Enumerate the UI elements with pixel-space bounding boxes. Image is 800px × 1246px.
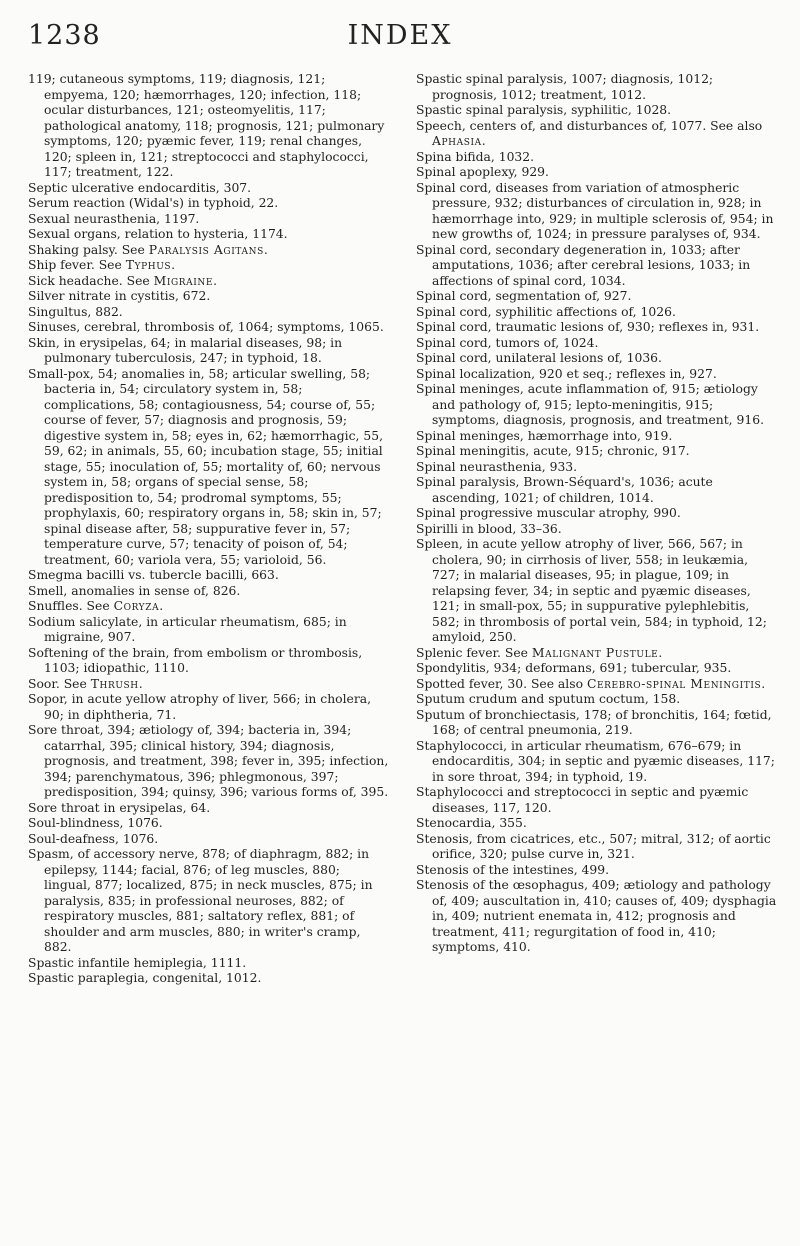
entry-text: Spinal cord, unilateral lesions of, 1036. [416,351,662,365]
entry-text: Ship fever. See [28,258,126,272]
entry-text: Sopor, in acute yellow atrophy of liver, 566; in cholera, 90; in diphtheria, 71. [28,692,372,722]
index-entry [28,723,390,801]
index-entry [28,692,390,723]
entry-text: Sodium salicylate, in articular rheumatism, 685; in migraine, 907. [28,614,347,644]
entry-text: Splenic fever. See [416,645,532,660]
index-entry [28,336,390,367]
entry-text: 119; cutaneous symptoms, 119; diagnosis, 121; empyema, 120; hæmorrhages, 120; infection, 118; ocular disturbances, 121; osteomyelitis, 117; pathological anatomy, 118; prognosis, 121; pulmonary symptoms, 120; pyæmic fever, 119; renal changes, 120; spleen in, 121; streptococci and staphylococci, 117; treatment, 122. [28,72,385,179]
index-entry [28,305,390,321]
entry-text: . [481,134,486,148]
entry-text: . [761,676,766,691]
left-column [28,72,390,987]
index-entry [416,863,778,879]
index-entry [28,816,390,832]
entry-text: Spinal cord, segmentation of, 927. [416,289,632,303]
index-entry [416,72,778,103]
index-entry [28,677,390,693]
entry-text: Smegma bacilli vs. tubercle bacilli, 663. [28,568,279,582]
entry-text: Sick headache. See [28,273,154,288]
index-entry [416,739,778,786]
index-entry [416,692,778,708]
index-entry [416,444,778,460]
entry-text: Speech, centers of, and disturbances of, 1077. See also [416,118,763,133]
entry-text: Spinal meningitis, acute, 915; chronic, 917. [416,444,690,458]
entry-text: . [213,273,218,288]
index-entry [416,460,778,476]
index-entry [28,599,390,615]
index-entry [416,785,778,816]
index-entry [28,274,390,290]
index-entry [28,646,390,677]
index-entry [28,584,390,600]
entry-text: Serum reaction (Widal's) in typhoid, 22. [28,196,279,210]
entry-text: Spleen, in acute yellow atrophy of liver, 566, 567; in cholera, 90; in cirrhosis of liver, 558; in leukæmia, 727; in malarial diseases, 95; in plague, 109; in relapsing fever, 34; in septic and pyæmic diseases, 121; in small-pox, 55; in suppurative pylephlebitis, 582; in thrombosis of portal vein, 584; in typhoid, 12; amyloid, 250. [416,537,767,644]
index-entry [416,708,778,739]
entry-text: Spondylitis, 934; deformans, 691; tubercular, 935. [416,661,732,675]
entry-text: Spastic spinal paralysis, 1007; diagnosis, 1012; prognosis, 1012; treatment, 1012. [416,72,714,102]
entry-text: Sinuses, cerebral, thrombosis of, 1064; symptoms, 1065. [28,320,384,334]
index-entry [416,150,778,166]
entry-text: Skin, in erysipelas, 64; in malarial diseases, 98; in pulmonary tuberculosis, 247; in typhoid, 18. [28,335,343,365]
index-entry [28,832,390,848]
entry-text: Spastic spinal paralysis, syphilitic, 1028. [416,103,672,117]
entry-text: Spinal meninges, acute inflammation of, 915; ætiology and pathology of, 915; lepto-meningitis, 915; symptoms, diagnosis, prognosis, and treatment, 916. [416,382,765,427]
index-entry [416,367,778,383]
index-entry [28,971,390,987]
index-entry [416,832,778,863]
index-entry [416,677,778,693]
entry-text: . [171,258,176,272]
index-entry [416,878,778,956]
entry-text: Smell, anomalies in sense of, 826. [28,583,241,598]
index-entry [28,568,390,584]
entry-text: Spinal meninges, hæmorrhage into, 919. [416,428,673,443]
index-entry [416,351,778,367]
index-entry [416,305,778,321]
entry-text: Sexual neurasthenia, 1197. [28,211,200,226]
index-entry [416,646,778,662]
entry-text: Spina bifida, 1032. [416,149,535,164]
index-entry [416,320,778,336]
entry-text: Spinal cord, secondary degeneration in, 1033; after amputations, 1036; after cerebral lesions, 1033; in affections of spinal cord, 1034. [416,242,751,288]
index-entry [28,212,390,228]
entry-text: Shaking palsy. See [28,242,149,257]
cross-reference: Coryza [113,599,160,613]
entry-text: Sputum of bronchiectasis, 178; of bronchitis, 164; fœtid, 168; of central pneumonia, 219. [416,707,772,737]
entry-text: . [159,599,164,613]
entry-text: Spinal cord, traumatic lesions of, 930; reflexes in, 931. [416,320,760,334]
entry-text: Spasm, of accessory nerve, 878; of diaphragm, 882; in epilepsy, 1144; facial, 876; of leg muscles, 880; lingual, 877; localized, 875; in neck muscles, 875; in paralysis, 835; in professional neuroses, 882; of respiratory muscles, 881; saltatory reflex, 881; of shoulder and arm muscles, 880; in writer's cramp, 882. [28,847,373,954]
cross-reference: Paralysis Agitans [148,242,264,257]
entry-text: Spinal progressive muscular atrophy, 990. [416,506,681,520]
index-entry [416,243,778,290]
index-entry [28,243,390,259]
entry-text: Softening of the brain, from embolism or thrombosis, 1103; idiopathic, 1110. [28,645,363,675]
index-entry [28,615,390,646]
entry-text: . [658,645,663,660]
entry-text: Spotted fever, 30. See also [416,676,587,691]
entry-text: Snuffles. See [28,599,114,613]
entry-text: Staphylococci, in articular rheumatism, 676–679; in endocarditis, 304; in septic and pyæmic diseases, 117; in sore throat, 394; in typhoid, 19. [416,738,775,784]
entry-text: Silver nitrate in cystitis, 672. [28,289,211,303]
entry-text: Spinal localization, 920 et seq.; reflexes in, 927. [416,366,717,381]
entry-text: Small-pox, 54; anomalies in, 58; articular swelling, 58; bacteria in, 54; circulatory system in, 58; complications, 58; contagiousness, 54; course of, 55; course of fever, 57; diagnosis and prognosis, 59; digestive system in, 58; eyes in, 62; hæmorrhagic, 55, 59, 62; in animals, 55, 60; incubation stage, 55; initial stage, 55; inoculation of, 55; mortality of, 60; nervous system in, 58; organs of special sense, 58; predisposition to, 54; prodromal symptoms, 55; prophylaxis, 60; respiratory organs in, 58; skin in, 57; spinal disease after, 58; suppurative fever in, 57; temperature curve, 57; tenacity of poison of, 54; treatment, 60; variola vera, 55; varioloid, 56. [28,366,383,567]
entry-text: Singultus, 882. [28,304,123,319]
entry-text: Stenosis of the œsophagus, 409; ætiology and pathology of, 409; auscultation in, 410; causes of, 409; dysphagia in, 409; nutrient enemata in, 412; prognosis and treatment, 411; regurgitation of food in, 410; symptoms, 410. [416,878,777,954]
entry-text: Stenocardia, 355. [416,816,527,830]
index-entry [416,382,778,429]
entry-text: Soul-blindness, 1076. [28,816,163,830]
index-entry [28,289,390,305]
cross-reference: Migraine [153,273,214,288]
page-header [28,20,772,54]
index-entry [28,181,390,197]
entry-text: Soul-deafness, 1076. [28,831,159,846]
page-number: 1238 [28,20,101,51]
entry-text: Septic ulcerative endocarditis, 307. [28,180,252,195]
entry-text: Spinal apoplexy, 929. [416,165,549,179]
entry-text: Spinal paralysis, Brown-Séquard's, 1036; acute ascending, 1021; of children, 1014. [416,475,713,505]
entry-text: Sputum crudum and sputum coctum, 158. [416,692,681,706]
entry-text: . [263,242,268,257]
cross-reference: Malignant Pustule [531,645,659,660]
entry-text: Sore throat in erysipelas, 64. [28,800,211,815]
right-column [416,72,778,956]
cross-reference: Cerebro-spinal Meningitis [586,676,762,691]
index-entry [416,522,778,538]
index-entry [416,475,778,506]
index-entry [416,661,778,677]
index-entry [416,103,778,119]
index-entry [28,801,390,817]
index-entry [416,289,778,305]
index-entry [416,816,778,832]
index-entry [28,258,390,274]
cross-reference: Aphasia [432,134,482,148]
entry-text: Spinal cord, diseases from variation of atmospheric pressure, 932; disturbances of circulation in, 928; in hæmorrhage into, 929; in multiple sclerosis of, 954; in new growths of, 1024; in pressure paralyses of, 934. [416,180,774,241]
index-entry [416,506,778,522]
index-entry [28,227,390,243]
entry-text: Spastic infantile hemiplegia, 1111. [28,955,247,970]
index-entry [416,165,778,181]
entry-text: Stenosis of the intestines, 499. [416,862,610,877]
entry-text: Sore throat, 394; ætiology of, 394; bacteria in, 394; catarrhal, 395; clinical history, 394; diagnosis, prognosis, and treatment, 398; fever in, 395; infection, 394; parenchymatous, 396; phlegmonous, 397; predisposition, 394; quinsy, 396; various forms of, 395. [28,723,389,799]
entry-text: Soor. See [28,676,91,691]
index-entry [28,847,390,956]
entry-text: Spinal cord, tumors of, 1024. [416,335,599,350]
index-entry [416,537,778,646]
cross-reference: Typhus [125,258,172,272]
cross-reference: Thrush [90,676,139,691]
entry-text: . [138,676,143,691]
index-entry [416,429,778,445]
index-entry [28,320,390,336]
page-title: INDEX [347,20,453,51]
entry-text: Sexual organs, relation to hysteria, 1174. [28,227,288,241]
index-entry [28,956,390,972]
index-entry [416,119,778,150]
index-entry [416,181,778,243]
entry-text: Spinal neurasthenia, 933. [416,459,578,474]
index-entry [28,72,390,181]
entry-text: Stenosis, from cicatrices, etc., 507; mitral, 312; of aortic orifice, 320; pulse curve in, 321. [416,831,771,861]
entry-text: Staphylococci and streptococci in septic and pyæmic diseases, 117, 120. [416,785,749,815]
entry-text: Spinal cord, syphilitic affections of, 1026. [416,304,676,319]
index-entry [416,336,778,352]
index-entry [28,367,390,569]
entry-text: Spastic paraplegia, congenital, 1012. [28,971,262,985]
entry-text: Spirilli in blood, 33–36. [416,521,562,536]
index-entry [28,196,390,212]
